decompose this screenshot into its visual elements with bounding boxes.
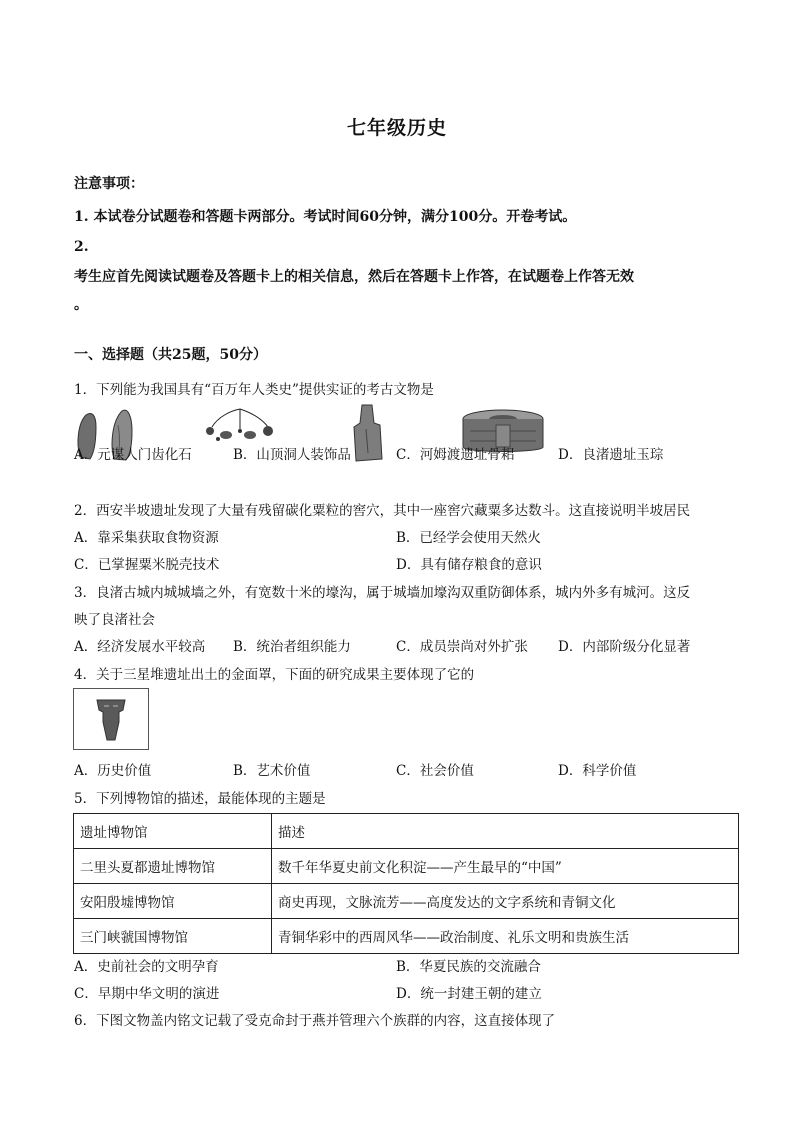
q2-option-a[interactable]: A．靠采集获取食物资源: [74, 530, 219, 546]
notice-item-2-number: 2.: [74, 239, 89, 255]
question-4-stem: 4．关于三星堆遗址出土的金面罩，下面的研究成果主要体现了它的: [74, 667, 475, 683]
question-2-options-row1: [74, 526, 724, 546]
q3-option-b[interactable]: B．统治者组织能力: [233, 639, 351, 655]
q2-option-b[interactable]: B．已经学会使用天然火: [396, 530, 541, 546]
question-3-stem-line2: 映了良渚社会: [74, 612, 155, 628]
page-title: 七年级历史: [346, 117, 447, 139]
q4-option-d[interactable]: D．科学价值: [558, 763, 637, 779]
q4-option-c[interactable]: C．社会价值: [396, 763, 474, 779]
table-header: 遗址博物馆: [74, 814, 272, 849]
notice-item-2-end: 。: [74, 297, 88, 313]
table-cell: 数千年华夏史前文化积淀——产生最早的“中国”: [272, 849, 739, 884]
q5-option-d[interactable]: D．统一封建王朝的建立: [396, 986, 542, 1002]
q1-option-c[interactable]: C．河姆渡遗址骨耜: [396, 447, 515, 463]
question-1-options: [74, 443, 724, 463]
q1-option-d[interactable]: D．良渚遗址玉琮: [558, 447, 664, 463]
q1-option-b[interactable]: B．山顶洞人装饰品: [233, 447, 351, 463]
notice-item-2-text: 考生应首先阅读试题卷及答题卡上的相关信息，然后在答题卡上作答，在试题卷上作答无效: [74, 269, 634, 285]
table-row: [74, 919, 739, 954]
q3-option-c[interactable]: C．成员崇尚对外扩张: [396, 639, 528, 655]
table-cell: 三门峡虢国博物馆: [74, 919, 272, 954]
question-5-stem: 5．下列博物馆的描述，最能体现的主题是: [74, 791, 326, 807]
q5-option-c[interactable]: C．早期中华文明的演进: [74, 986, 220, 1002]
question-2-options-row2: [74, 553, 724, 573]
question-5-options-row1: [74, 955, 724, 975]
table-row: [74, 849, 739, 884]
shandingdong-ornament-image: [200, 405, 280, 445]
q3-option-d[interactable]: D．内部阶级分化显著: [558, 639, 691, 655]
q4-option-b[interactable]: B．艺术价值: [233, 763, 311, 779]
museum-table: [73, 813, 739, 954]
table-cell: 青铜华彩中的西周风华——政治制度、礼乐文明和贵族生活: [272, 919, 739, 954]
q4-option-a[interactable]: A．历史价值: [74, 763, 152, 779]
q3-option-a[interactable]: A．经济发展水平较高: [74, 639, 206, 655]
table-header-row: [74, 814, 739, 849]
notice-heading: 注意事项：: [74, 176, 144, 192]
q2-option-c[interactable]: C．已掌握粟米脱壳技术: [74, 557, 220, 573]
table-cell: 安阳殷墟博物馆: [74, 884, 272, 919]
question-6-stem: 6．下图文物盖内铭文记载了受克命封于燕并管理六个族群的内容，这直接体现了: [74, 1013, 556, 1029]
q2-option-d[interactable]: D．具有储存粮食的意识: [396, 557, 542, 573]
sanxingdui-gold-mask-image: [73, 688, 149, 750]
table-row: [74, 884, 739, 919]
section-heading-choice: 一、选择题（共25题，50分）: [74, 347, 267, 363]
table-cell: 二里头夏都遗址博物馆: [74, 849, 272, 884]
question-3-stem-line1: 3．良渚古城内城城墙之外，有宽数十米的壕沟，属于城墙加壕沟双重防御体系，城内外多有城河。这反: [74, 585, 691, 601]
notice-item-1: 1. 本试卷分试题卷和答题卡两部分。考试时间60分钟，满分100分。开卷考试。: [74, 209, 577, 225]
question-4-options: [74, 759, 724, 779]
question-3-options: [74, 635, 724, 655]
table-header: 描述: [272, 814, 739, 849]
q5-option-b[interactable]: B．华夏民族的交流融合: [396, 959, 541, 975]
question-1-stem: 1．下列能为我国具有“百万年人类史”提供实证的考古文物是: [74, 382, 434, 398]
table-cell: 商史再现，文脉流芳——高度发达的文字系统和青铜文化: [272, 884, 739, 919]
q5-option-a[interactable]: A．史前社会的文明孕育: [74, 959, 219, 975]
q1-option-a[interactable]: A．元谋人门齿化石: [74, 447, 192, 463]
question-2-stem: 2．西安半坡遗址发现了大量有残留碳化粟粒的窖穴，其中一座窖穴藏粟多达数斗。这直接说明半坡居民: [74, 503, 691, 519]
question-5-options-row2: [74, 982, 724, 1002]
